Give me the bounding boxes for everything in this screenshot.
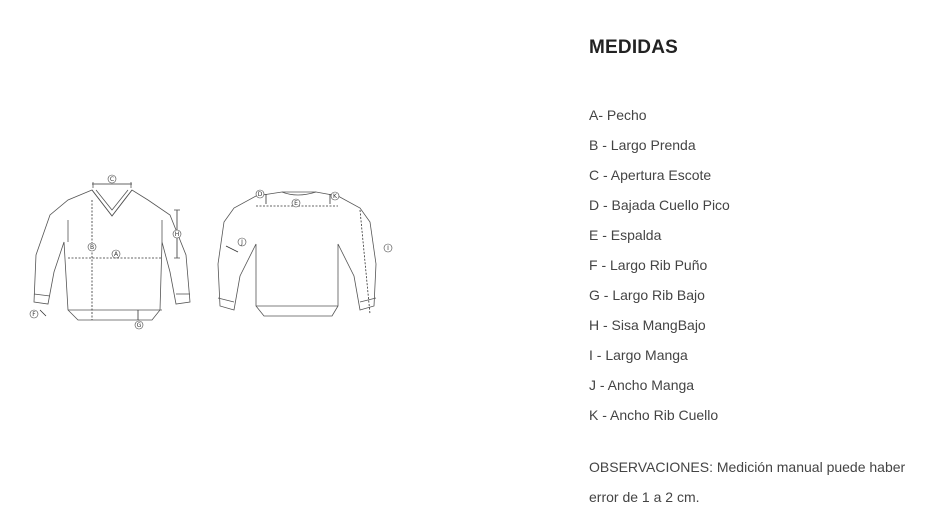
measure-item-j: J - Ancho Manga xyxy=(589,377,695,393)
measures-list xyxy=(589,100,929,430)
sweater-sketch xyxy=(20,160,400,340)
diagram-label-g: G xyxy=(136,322,142,329)
diagram-label-e: E xyxy=(294,200,298,207)
measure-item-g: G - Largo Rib Bajo xyxy=(589,287,705,303)
measure-item-h: H - Sisa MangBajo xyxy=(589,317,706,333)
measure-item-f: F - Largo Rib Puño xyxy=(589,257,708,273)
measure-item-d: D - Bajada Cuello Pico xyxy=(589,197,730,213)
measure-item-i: I - Largo Manga xyxy=(589,347,688,363)
diagram-label-k: K xyxy=(333,193,337,200)
garment-measurement-diagram xyxy=(20,160,400,340)
diagram-label-b: B xyxy=(89,244,95,251)
diagram-label-h: H xyxy=(174,231,180,238)
measure-item-k: K - Ancho Rib Cuello xyxy=(589,407,719,423)
measure-item-a: A- Pecho xyxy=(589,107,647,123)
diagram-label-d: D xyxy=(257,191,263,198)
measure-item-e: E - Espalda xyxy=(589,227,662,243)
measure-item-b: B - Largo Prenda xyxy=(589,137,696,153)
measures-panel xyxy=(589,36,929,512)
diagram-label-a: A xyxy=(113,251,119,258)
measure-item-c: C - Apertura Escote xyxy=(589,167,712,183)
diagram-label-i: I xyxy=(387,245,389,252)
diagram-label-f: F xyxy=(32,311,36,318)
diagram-label-c: C xyxy=(109,176,115,183)
observations-text: OBSERVACIONES: Medición manual puede haber error de 1 a 2 cm. xyxy=(589,459,906,505)
diagram-label-j: J xyxy=(241,239,243,246)
measures-title: MEDIDAS xyxy=(589,37,679,58)
